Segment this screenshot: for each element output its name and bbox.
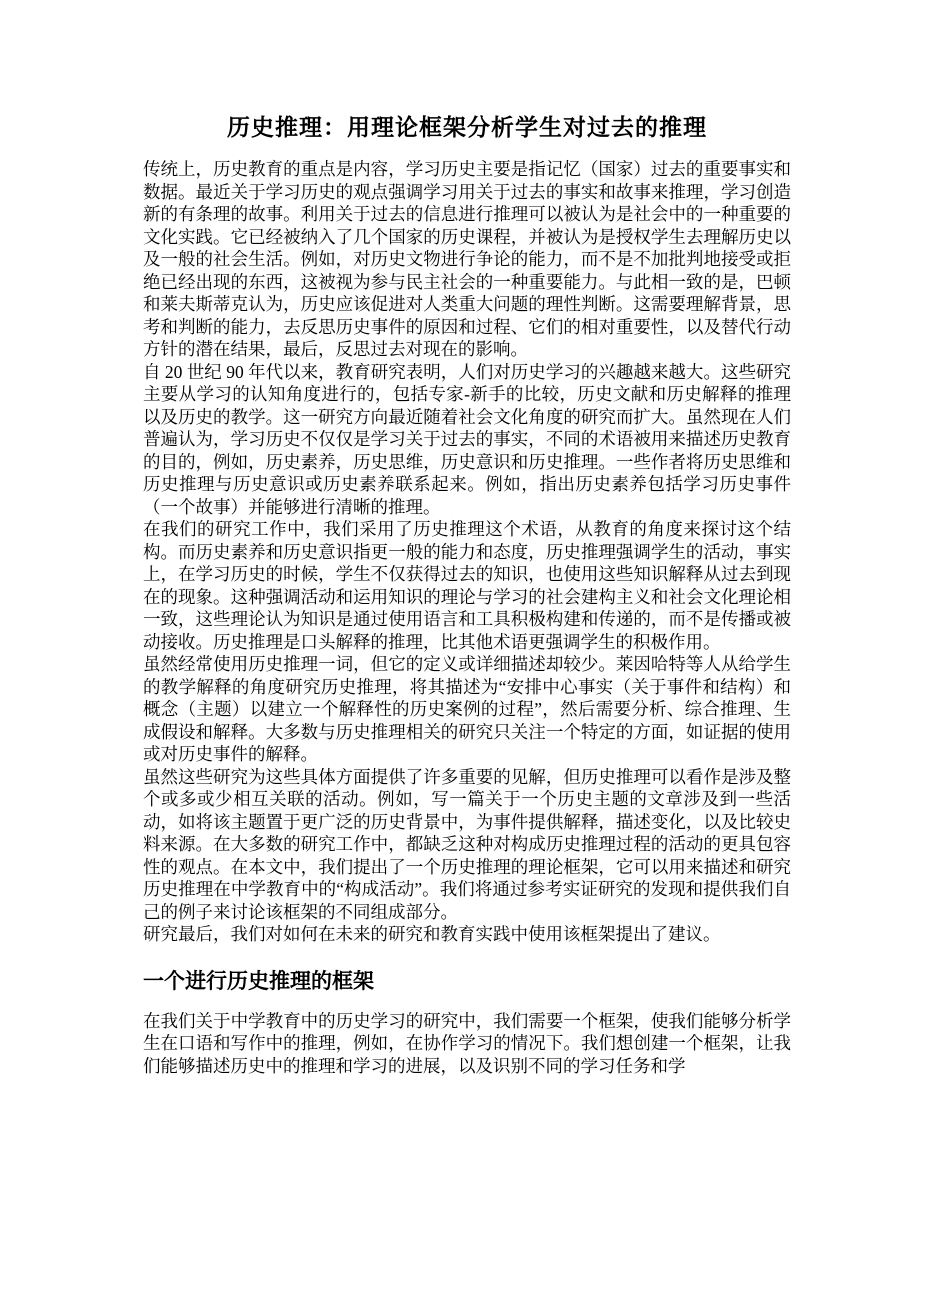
document-title: 历史推理：用理论框架分析学生对过去的推理 [227, 115, 707, 140]
paragraph-3: 在我们的研究工作中，我们采用了历史推理这个术语，从教育的角度来探讨这个结构。而历史素养和历史意识指更一般的能力和态度，历史推理强调学生的活动，事实上，在学习历史的时候，学生不仅获得过去的知识，也使用这些知识解释从过去到现在的现象。这种强调活动和运用知识的理论与学习的社会建构主义和社会文化理论相一致，这些理论认为知识是通过使用语言和工具积极构建和传递的，而不是传播或被动接收。历史推理是口头解释的推理，比其他术语更强调学生的积极作用。 [143, 519, 791, 652]
paragraph-1: 传统上，历史教育的重点是内容，学习历史主要是指记忆（国家）过去的重要事实和数据。最近关于学习历史的观点强调学习用关于过去的事实和故事来推理，学习创造新的有条理的故事。利用关于过去的信息进行推理可以被认为是社会中的一种重要的文化实践。它已经被纳入了几个国家的历史课程，并被认为是授权学生去理解历史以及一般的社会生活。例如，对历史文物进行争论的能力，而不是不加批判地接受或拒绝已经出现的东西，这被视为参与民主社会的一种重要能力。与此相一致的是，巴顿和莱夫斯蒂克认为，历史应该促进对人类重大问题的理性判断。这需要理解背景，思考和判断的能力，去反思历史事件的原因和过程、它们的相对重要性，以及替代行动方针的潜在结果，最后，反思过去对现在的影响。 [143, 159, 791, 359]
paragraph-2: 自 20 世纪 90 年代以来，教育研究表明，人们对历史学习的兴趣越来越大。这些研究主要从学习的认知角度进行的，包括专家-新手的比较，历史文献和历史解释的推理以及历史的教学。这一研究方向最近随着社会文化角度的研究而扩大。虽然现在人们普遍认为，学习历史不仅仅是学习关于过去的事实，不同的术语被用来描述历史教育的目的，例如，历史素养，历史思维，历史意识和历史推理。一些作者将历史思维和历史推理与历史意识或历史素养联系起来。例如，指出历史素养包括学习历史事件（一个故事）并能够进行清晰的推理。 [143, 361, 791, 517]
paragraph-4: 虽然经常使用历史推理一词，但它的定义或详细描述却较少。莱因哈特等人从给学生的教学解释的角度研究历史推理，将其描述为“安排中心事实（关于事件和结构）和概念（主题）以建立一个解释性的历史案例的过程”，然后需要分析、综合推理、生成假设和解释。大多数与历史推理相关的研究只关注一个特定的方面，如证据的使用或对历史事件的解释。 [143, 654, 791, 764]
section-heading-framework: 一个进行历史推理的框架 [143, 969, 374, 993]
section-paragraph-1: 在我们关于中学教育中的历史学习的研究中，我们需要一个框架，使我们能够分析学生在口语和写作中的推理，例如，在协作学习的情况下。我们想创建一个框架，让我们能够描述历史中的推理和学习的进展，以及识别不同的学习任务和学 [143, 1010, 791, 1076]
paragraph-5: 虽然这些研究为这些具体方面提供了许多重要的见解，但历史推理可以看作是涉及整个或多或少相互关联的活动。例如，写一篇关于一个历史主题的文章涉及到一些活动，如将该主题置于更广泛的历史背景中，为事件提供解释，描述变化，以及比较史料来源。在大多数的研究工作中，都缺乏这种对构成历史推理过程的活动的更具包容性的观点。在本文中，我们提出了一个历史推理的理论框架，它可以用来描述和研究历史推理在中学教育中的“构成活动”。我们将通过参考实证研究的发现和提供我们自己的例子来讨论该框架的不同组成部分。 [143, 766, 791, 922]
paragraph-6: 研究最后，我们对如何在未来的研究和教育实践中使用该框架提出了建议。 [143, 924, 721, 944]
